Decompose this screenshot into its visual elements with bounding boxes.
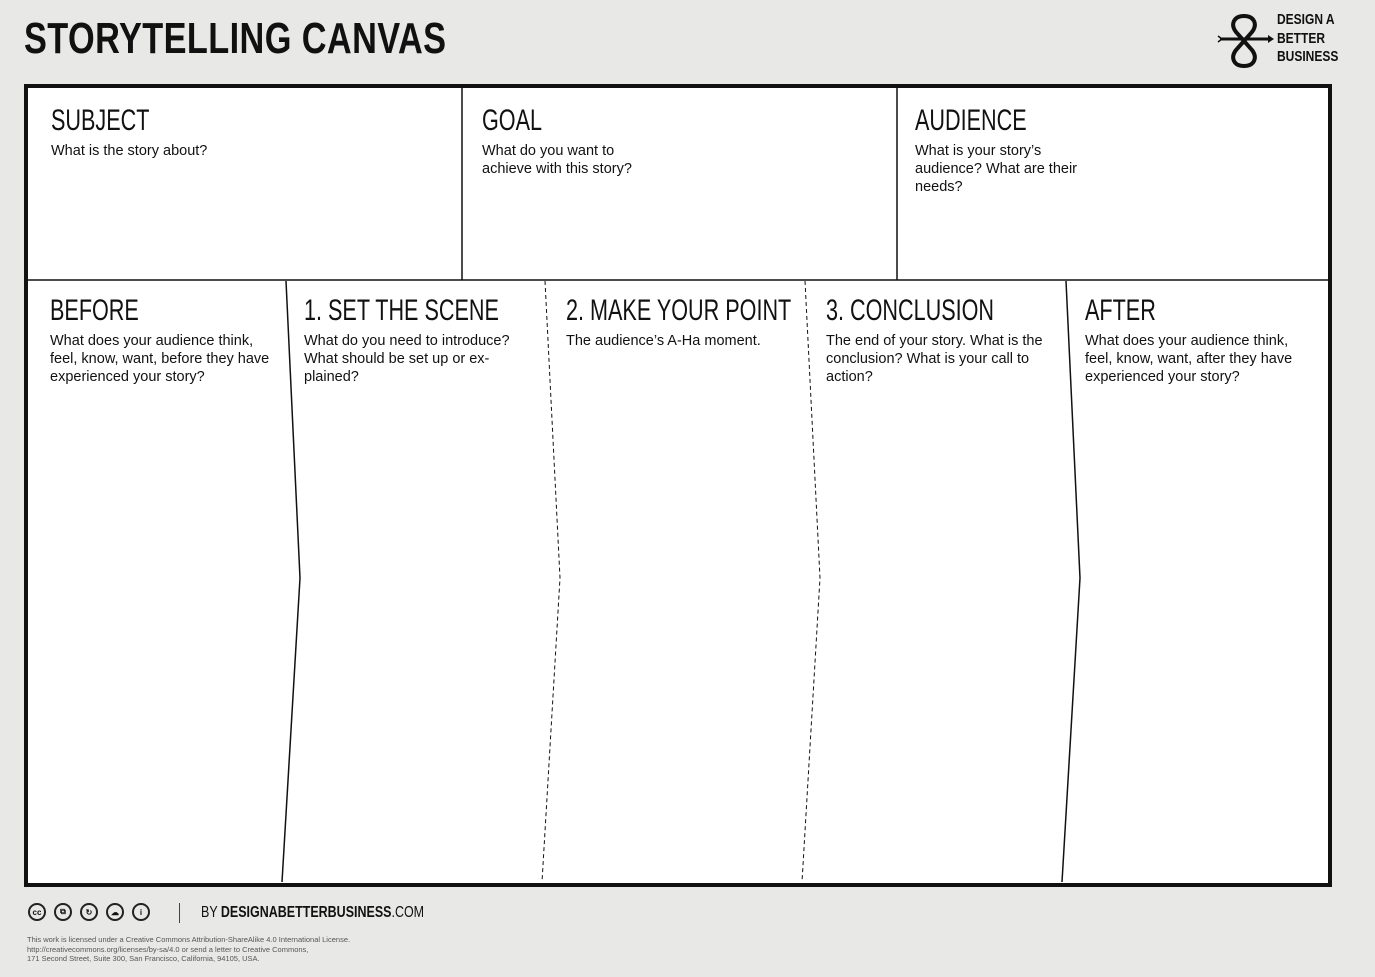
section-prompt: What do you want to achieve with this story? [482,143,632,177]
section-heading: 1. SET THE SCENE [304,294,499,327]
section-make-your-point[interactable] [566,294,791,350]
license-line: http://creativecommons.org/licenses/by-sa/4.0 or send a letter to Creative Commons, [27,944,309,954]
attribution-icon: i [132,903,150,921]
site-tld: .COM [391,904,425,921]
section-heading: BEFORE [50,294,139,327]
section-subject[interactable] [51,104,431,160]
section-heading: 2. MAKE YOUR POINT [566,294,792,327]
logo-line: BETTER [1277,29,1325,47]
remix-icon: ↻ [80,903,98,921]
footer-separator [179,903,180,923]
by-label: BY [201,904,221,921]
section-heading: 3. CONCLUSION [826,294,995,327]
canvas-frame [24,84,1332,887]
section-after[interactable] [1085,294,1317,386]
section-heading: SUBJECT [51,104,150,137]
section-heading: AUDIENCE [915,104,1027,137]
section-before[interactable] [50,294,282,386]
section-prompt: The audience’s A-Ha moment. [566,333,761,349]
section-set-the-scene[interactable] [304,294,526,386]
section-heading: GOAL [482,104,543,137]
creative-commons-icons [28,903,150,921]
share-icon: ⧉ [54,903,72,921]
logo-line: BUSINESS [1277,48,1339,65]
license-line: This work is licensed under a Creative Commons Attribution-ShareAlike 4.0 International License. [27,935,351,944]
website-link[interactable] [201,904,424,922]
section-prompt: What does your audience think, feel, know, want, before they have experienced your story? [50,333,270,385]
section-conclusion[interactable] [826,294,1056,386]
section-prompt: What does your audience think, feel, know, want, after they have experienced your story? [1085,333,1293,385]
noncommercial-icon: ☁ [106,903,124,921]
section-prompt: The end of your story. What is the conclusion? What is your call to action? [826,333,1043,385]
cc-icon: cc [28,903,46,921]
license-line: 171 Second Street, Suite 300, San Francisco, California, 94105, USA. [27,954,260,963]
license-text [27,935,427,964]
section-audience[interactable] [915,104,1095,196]
logo-text [1277,11,1338,67]
page-title: STORYTELLING CANVAS [24,14,447,63]
site-name: DESIGNABETTERBUSINESS [220,904,392,921]
section-goal[interactable] [482,104,652,178]
section-prompt: What is your story’s audience? What are their needs? [915,143,1078,195]
section-prompt: What is the story about? [51,143,208,159]
logo-line: DESIGN A [1277,11,1335,28]
section-prompt: What do you need to introduce? What should be set up or ex-plained? [304,333,510,385]
section-heading: AFTER [1085,294,1156,327]
